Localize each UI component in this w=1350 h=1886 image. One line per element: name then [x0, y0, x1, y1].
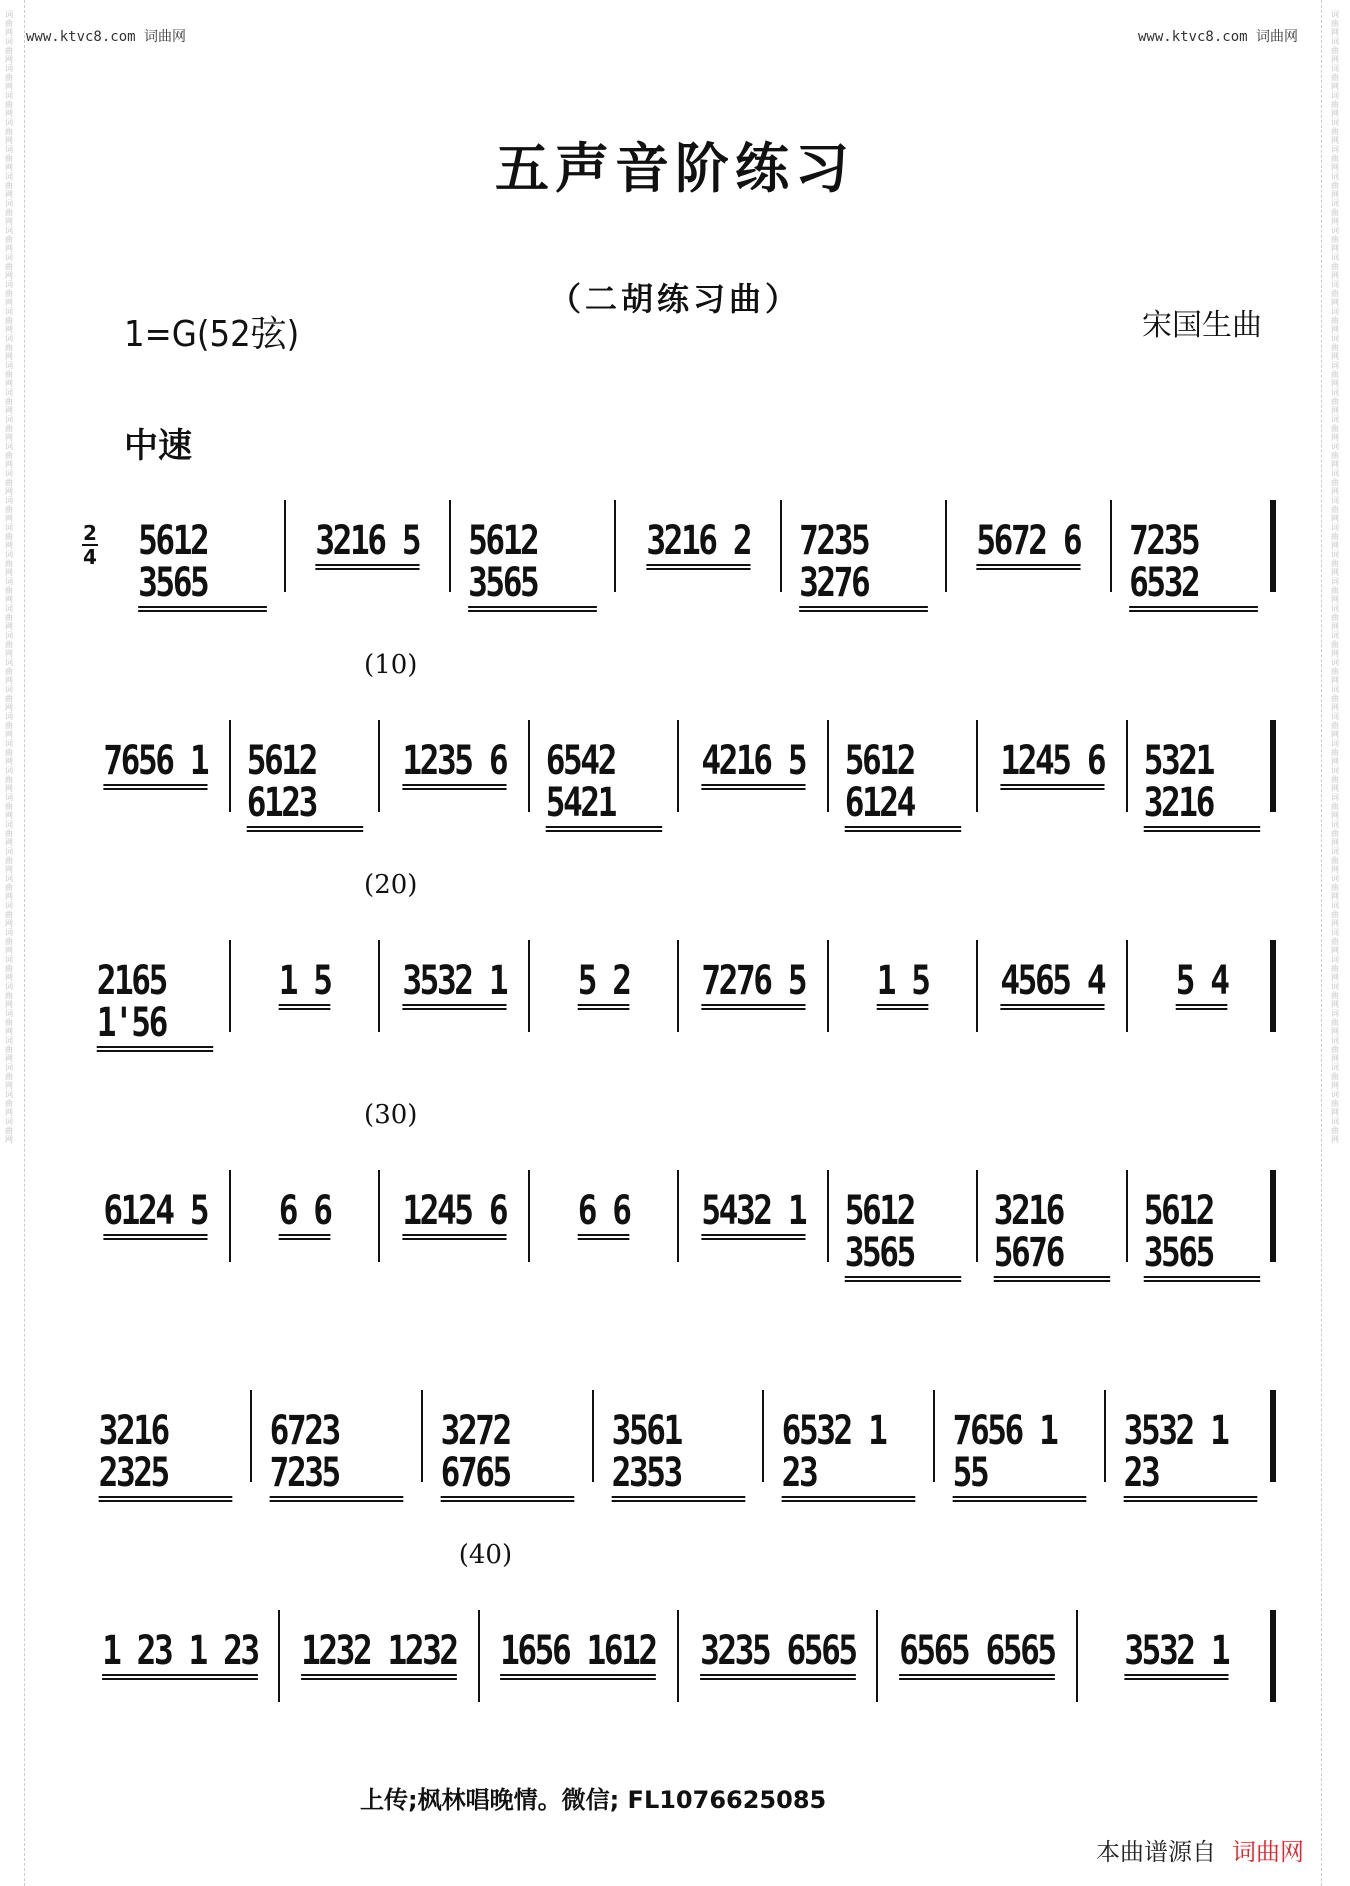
measure: [1131, 738, 1273, 826]
barline: [250, 1390, 252, 1482]
left-watermark: 词曲网词曲网词曲网词曲网词曲网词曲网词曲网词曲网词曲网词曲网词曲网词曲网词曲网词曲网词曲网词曲网词曲网词曲网词曲网词曲网词曲网词曲网词曲网词曲网词曲网词曲网词曲网词曲网词曲网词曲网词曲网词曲网词曲网词曲网词曲网词曲网词曲网词曲网词曲网词曲网词曲网词曲网: [5, 10, 13, 1144]
measure: [84, 740, 226, 810]
score-row: [80, 1370, 1276, 1496]
note-group: 3216 2: [646, 520, 750, 570]
barline: [528, 1170, 530, 1262]
barline: [677, 720, 679, 812]
measure: [981, 740, 1123, 810]
barline: [528, 720, 530, 812]
measure: [383, 740, 525, 810]
barline: [528, 940, 530, 1032]
measure: [785, 518, 942, 606]
barline: [1110, 500, 1112, 592]
measure: [533, 960, 675, 1030]
measure: [950, 520, 1107, 590]
barline: [677, 1610, 679, 1702]
source-credit: [1096, 1832, 1304, 1867]
measure: [255, 1408, 418, 1496]
header-left-url[interactable]: www.ktvc8.com 词曲网: [26, 29, 187, 45]
note-group: 3216 2325: [99, 1410, 233, 1502]
note-group: 5612 3565: [844, 1190, 960, 1282]
barline: [378, 1170, 380, 1262]
note-group: 1245 6: [1000, 740, 1104, 790]
measure: [234, 960, 376, 1030]
measure: [881, 1630, 1072, 1700]
measure: [767, 1408, 930, 1496]
barline: [278, 1610, 280, 1702]
measure: [682, 960, 824, 1030]
measure: [454, 518, 611, 606]
score-row: [80, 870, 1276, 1046]
measure: [682, 740, 824, 810]
note-group: 5 4: [1175, 960, 1227, 1010]
barline: [421, 1390, 423, 1482]
note-group: 4216 5: [701, 740, 805, 790]
time-signature-bottom: 4: [83, 545, 97, 569]
rehearsal-mark: (40): [458, 1540, 513, 1570]
score-row: [80, 480, 1276, 606]
note-group: 3561 2353: [611, 1410, 745, 1502]
note-group: 6532 1 23: [782, 1410, 916, 1502]
barline: [827, 1170, 829, 1262]
note-group: 3532 1: [1124, 1630, 1228, 1680]
barline: [284, 500, 286, 592]
measure: [533, 738, 675, 826]
note-group: 7656 1: [103, 740, 207, 790]
barline: [933, 1390, 935, 1482]
note-group: 1656 1612: [501, 1630, 657, 1680]
note-group: 1 5: [876, 960, 928, 1010]
measure: [938, 1408, 1101, 1496]
score-subtitle: （二胡练习曲）: [548, 280, 801, 318]
barline: [677, 940, 679, 1032]
note-group: 1 23 1 23: [102, 1630, 258, 1680]
note-group: 5612 3565: [138, 520, 267, 612]
measure: [124, 518, 281, 606]
right-watermark: 词曲网词曲网词曲网词曲网词曲网词曲网词曲网词曲网词曲网词曲网词曲网词曲网词曲网词曲网词曲网词曲网词曲网词曲网词曲网词曲网词曲网词曲网词曲网词曲网词曲网词曲网词曲网词曲网词曲网词曲网词曲网词曲网词曲网词曲网词曲网词曲网词曲网词曲网词曲网词曲网词曲网词曲网: [1331, 10, 1339, 1144]
measure: [289, 520, 446, 590]
score-row: [80, 650, 1276, 826]
barline: [614, 500, 616, 592]
measure: [84, 1408, 247, 1496]
measure: [1109, 1408, 1272, 1496]
barline: [780, 500, 782, 592]
note-group: 3216 5: [316, 520, 420, 570]
measure: [832, 960, 974, 1030]
measure: [84, 958, 226, 1046]
note-group: 7235 3276: [799, 520, 928, 612]
barline: [945, 500, 947, 592]
barline: [592, 1390, 594, 1482]
note-group: 6 6: [577, 1190, 629, 1240]
barline: [976, 940, 978, 1032]
note-group: 2165 1'56: [97, 960, 213, 1052]
note-group: 5432 1: [701, 1190, 805, 1240]
note-group: 5612 3565: [1143, 1190, 1259, 1282]
barline: [449, 500, 451, 592]
measure: [283, 1630, 474, 1700]
measure: [234, 738, 376, 826]
rehearsal-mark: (10): [364, 650, 418, 680]
rehearsal-mark: (20): [364, 870, 418, 900]
barline: [229, 1170, 231, 1262]
rehearsal-mark: (30): [364, 1100, 418, 1130]
barline: [229, 720, 231, 812]
barline: [976, 1170, 978, 1262]
score-row: [80, 1540, 1276, 1710]
measure: [533, 1190, 675, 1260]
measure: [682, 1190, 824, 1260]
measure: [1131, 1188, 1273, 1276]
measure: [619, 520, 776, 590]
note-group: 6 6: [278, 1190, 330, 1240]
source-site-link[interactable]: 词曲网: [1232, 1838, 1304, 1866]
barline: [1076, 1610, 1078, 1702]
note-group: 3216 5676: [994, 1190, 1110, 1282]
barline: [876, 1610, 878, 1702]
measure: [1131, 960, 1273, 1030]
barline: [478, 1610, 480, 1702]
note-group: 3272 6765: [440, 1410, 574, 1502]
row-end-barline: [1270, 720, 1276, 812]
measure: [426, 1408, 589, 1496]
note-group: 5612 6123: [246, 740, 362, 832]
barline: [378, 720, 380, 812]
row-end-barline: [1270, 500, 1276, 592]
note-group: 3235 6565: [700, 1630, 856, 1680]
note-group: 5 2: [577, 960, 629, 1010]
source-prefix: 本曲谱源自: [1096, 1838, 1216, 1866]
measure: [84, 1630, 275, 1700]
note-group: 6542 5421: [545, 740, 661, 832]
measure: [84, 1190, 226, 1260]
measure: [832, 738, 974, 826]
measure: [832, 1188, 974, 1276]
barline: [1126, 940, 1128, 1032]
note-group: 6723 7235: [269, 1410, 403, 1502]
score-row: [80, 1100, 1276, 1276]
barline: [762, 1390, 764, 1482]
note-group: 4565 4: [1000, 960, 1104, 1010]
upload-credit: 上传;枫林唱晚情。微信; FL1076625085: [360, 1786, 827, 1814]
measure: [383, 960, 525, 1030]
measure: [483, 1630, 674, 1700]
measure: [1115, 518, 1272, 606]
note-group: 1232 1232: [301, 1630, 457, 1680]
key-signature: 1=G(52弦): [124, 314, 300, 355]
barline: [1126, 1170, 1128, 1262]
note-group: 6124 5: [103, 1190, 207, 1240]
measure: [1081, 1630, 1272, 1700]
measure: [981, 1188, 1123, 1276]
note-group: 1245 6: [402, 1190, 506, 1240]
note-group: 7235 6532: [1129, 520, 1258, 612]
note-group: 7656 1 55: [953, 1410, 1087, 1502]
score-title: 五声音阶练习: [495, 136, 855, 200]
row-end-barline: [1270, 1390, 1276, 1482]
header-right-url[interactable]: www.ktvc8.com 词曲网: [1137, 29, 1298, 45]
tempo-marking: 中速: [124, 426, 192, 466]
note-group: 5612 6124: [844, 740, 960, 832]
barline: [1104, 1390, 1106, 1482]
measure: [234, 1190, 376, 1260]
time-signature-top: 2: [83, 521, 97, 545]
note-group: 1 5: [278, 960, 330, 1010]
barline: [1126, 720, 1128, 812]
note-group: 5612 3565: [468, 520, 597, 612]
note-group: 3532 1 23: [1124, 1410, 1258, 1502]
note-group: 5672 6: [976, 520, 1080, 570]
barline: [229, 940, 231, 1032]
composer: 宋国生曲: [1142, 308, 1262, 343]
barline: [976, 720, 978, 812]
note-group: 5321 3216: [1143, 740, 1259, 832]
row-end-barline: [1270, 940, 1276, 1032]
row-end-barline: [1270, 1170, 1276, 1262]
row-end-barline: [1270, 1610, 1276, 1702]
measure: [682, 1630, 873, 1700]
barline: [827, 720, 829, 812]
barline: [677, 1170, 679, 1262]
barline: [378, 940, 380, 1032]
note-group: 7276 5: [701, 960, 805, 1010]
barline: [827, 940, 829, 1032]
note-group: 1235 6: [402, 740, 506, 790]
note-group: 3532 1: [402, 960, 506, 1010]
measure: [981, 960, 1123, 1030]
note-group: 6565 6565: [899, 1630, 1055, 1680]
measure: [597, 1408, 760, 1496]
measure: [383, 1190, 525, 1260]
